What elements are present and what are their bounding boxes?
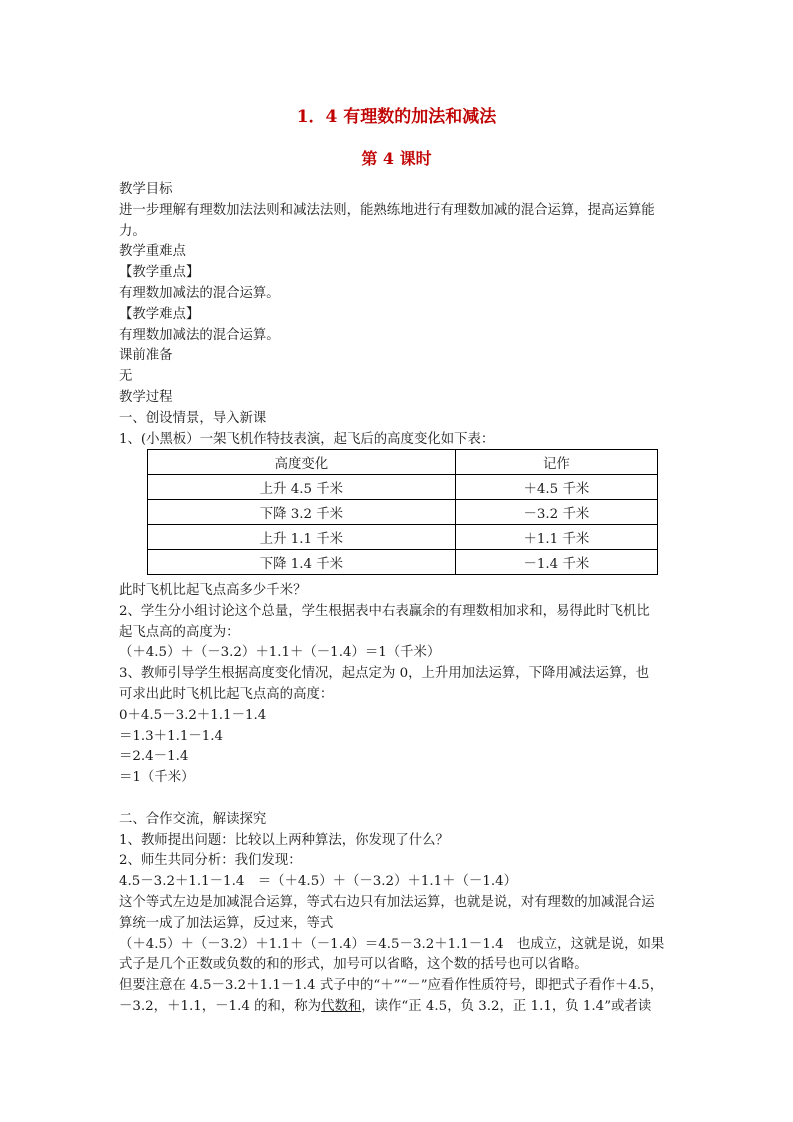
- paragraph-line: 式子是几个正数或负数的和的形式，加号可以省略，这个数的括号也可以省略。: [119, 957, 588, 973]
- paragraph-line: 无: [119, 369, 133, 385]
- table-cell: ＋1.1 千米: [455, 525, 657, 550]
- paragraph-line: 1、教师提出问题：比较以上两种算法，你发现了什么？: [119, 832, 449, 848]
- paragraph-line: 但要注意在 4.5－3.2＋1.1－1.4 式子中的“＋”“－”应看作性质符号，即把式子看作＋4.5，: [119, 978, 664, 994]
- formula-line: ＝1（千米）: [119, 770, 195, 786]
- table-cell: ＋4.5 千米: [455, 475, 657, 500]
- section-b: [119, 581, 679, 1018]
- formula-line: ＝1.3＋1.1－1.4: [119, 728, 224, 744]
- table-cell: －3.2 千米: [455, 500, 657, 525]
- height-change-table: [147, 449, 658, 575]
- formula-line: 4.5－3.2＋1.1－1.4 ＝（＋4.5）＋（－3.2）＋1.1＋（－1.4）: [119, 874, 518, 890]
- lesson-subtitle: 第 4 课时: [361, 149, 432, 168]
- paragraph-line: 2、师生共同分析：我们发现：: [119, 853, 302, 869]
- heading-step-two: 二、合作交流，解读探究: [119, 811, 267, 827]
- paragraph-line: 有理数加减法的混合运算。: [119, 327, 280, 343]
- table-row: [148, 475, 658, 500]
- heading-step-one: 一、创设情景，导入新课: [119, 410, 267, 426]
- paragraph-line: 力。: [119, 223, 146, 239]
- table-row: [148, 525, 658, 550]
- formula-line: ＝2.4－1.4: [119, 749, 189, 765]
- paragraph-line: 可求出此时飞机比起飞点高的高度：: [119, 686, 334, 702]
- paragraph-line: 3、教师引导学生根据高度变化情况，起点定为 0，上升用加法运算，下降用减法运算，也: [119, 666, 650, 682]
- page-title: 1．4 有理数的加法和减法: [296, 107, 497, 127]
- table-cell: 下降 1.4 千米: [148, 550, 456, 575]
- paragraph-line-last: [119, 997, 679, 1018]
- paragraph-line: 2、学生分小组讨论这个总量，学生根据表中右表赢余的有理数相加求和，易得此时飞机比: [119, 603, 650, 619]
- heading-preparation: 课前准备: [119, 348, 173, 364]
- label-key-point: 【教学重点】: [119, 265, 200, 281]
- text-segment: ，读作“正 4.5，负 3.2，正 1.1，负 1.4”或者读: [361, 998, 652, 1014]
- table-cell: －1.4 千米: [455, 550, 657, 575]
- formula-line: （＋4.5）＋（－3.2）＋1.1＋（－1.4）＝4.5－3.2＋1.1－1.4 也成立，这就是说，如果: [119, 936, 665, 952]
- table-cell: 下降 3.2 千米: [148, 500, 456, 525]
- blank-line: [119, 789, 679, 810]
- paragraph-line: 这个等式左边是加减混合运算，等式右边只有加法运算，也就是说，对有理数的加减混合运: [119, 894, 655, 910]
- table-cell: 上升 4.5 千米: [148, 475, 456, 500]
- heading-process: 教学过程: [119, 389, 173, 405]
- table-header-row: [148, 450, 658, 475]
- paragraph-line: 进一步理解有理数加法法则和减法法则，能熟练地进行有理数加减的混合运算，提高运算能: [119, 202, 655, 218]
- table-row: [148, 550, 658, 575]
- paragraph-line: 有理数加减法的混合运算。: [119, 285, 280, 301]
- paragraph-line: 起飞点高的高度为：: [119, 624, 240, 640]
- column-header-change: 高度变化: [148, 450, 456, 475]
- formula-line: 0＋4.5－3.2＋1.1－1.4: [119, 707, 267, 723]
- paragraph-line: 1、(小黑板）一架飞机作特技表演，起飞后的高度变化如下表：: [119, 431, 495, 447]
- table-cell: 上升 1.1 千米: [148, 525, 456, 550]
- paragraph-line: 此时飞机比起飞点高多少千米？: [119, 583, 307, 598]
- algebraic-sum-term: 代数和: [321, 998, 362, 1014]
- column-header-notation: 记作: [455, 450, 657, 475]
- heading-key-points: 教学重难点: [119, 244, 186, 260]
- heading-objectives: 教学目标: [119, 182, 173, 197]
- section-a: [119, 180, 679, 450]
- label-difficulty: 【教学难点】: [119, 306, 200, 322]
- formula-line: （＋4.5）＋（－3.2）＋1.1＋（－1.4）＝1（千米）: [119, 645, 441, 661]
- text-segment: －3.2，＋1.1，－1.4 的和，称为: [119, 998, 322, 1014]
- paragraph-line: 算统一成了加法运算，反过来，等式: [119, 915, 334, 931]
- table-row: [148, 500, 658, 525]
